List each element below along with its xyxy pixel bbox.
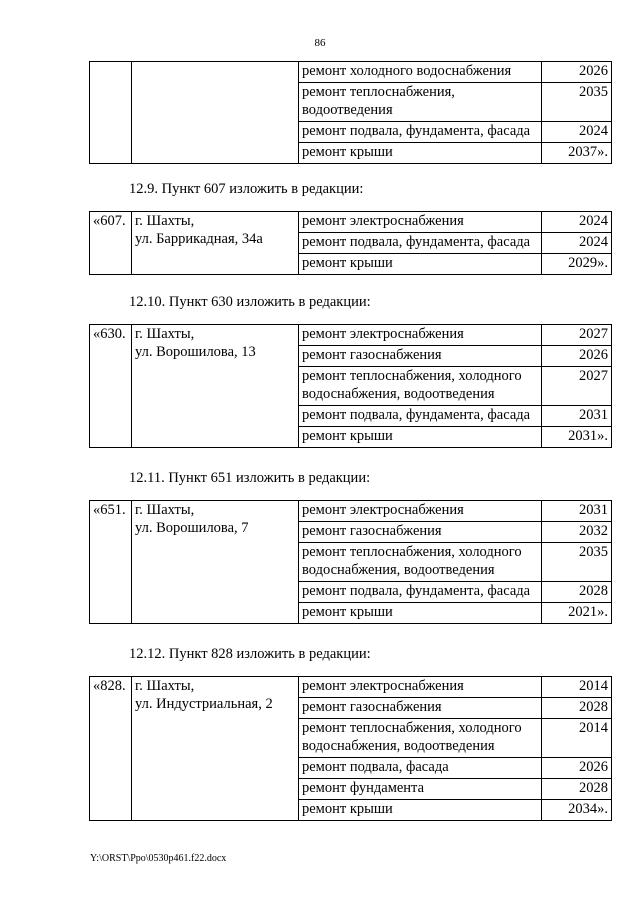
section-caption: 12.12. Пункт 828 изложить в редакции:	[129, 646, 371, 662]
work-cell: ремонт теплоснабжения, холодного водоснабжения, водоотведения	[299, 543, 542, 582]
work-cell: ремонт газоснабжения	[299, 698, 542, 719]
year-cell: 2026	[542, 346, 612, 367]
page-number: 86	[314, 37, 326, 49]
year-cell: 2034».	[542, 800, 612, 821]
item-number-cell: «651.	[90, 501, 132, 624]
amendment-table-630	[89, 324, 612, 448]
amendment-table-828	[89, 676, 612, 821]
work-cell: ремонт холодного водоснабжения	[299, 62, 542, 83]
work-cell: ремонт крыши	[299, 603, 542, 624]
item-number-cell: «828.	[90, 677, 132, 821]
year-cell: 2024	[542, 233, 612, 254]
work-cell: ремонт крыши	[299, 800, 542, 821]
work-cell: ремонт фундамента	[299, 779, 542, 800]
work-cell: ремонт теплоснабжения, водоотведения	[299, 83, 542, 122]
year-cell: 2014	[542, 677, 612, 698]
address-city: г. Шахты,	[135, 326, 195, 342]
table-row	[90, 212, 612, 233]
year-cell: 2027	[542, 325, 612, 346]
year-cell: 2027	[542, 367, 612, 406]
year-cell: 2029».	[542, 254, 612, 275]
work-cell: ремонт крыши	[299, 254, 542, 275]
address-street: ул. Баррикадная, 34а	[135, 231, 263, 247]
work-cell: ремонт теплоснабжения, холодного водоснабжения, водоотведения	[299, 367, 542, 406]
address-city: г. Шахты,	[135, 213, 195, 229]
table-row	[90, 501, 612, 522]
continuation-table	[89, 61, 612, 164]
file-path-footer: Y:\ORST\Ppo\0530p461.f22.docx	[90, 853, 227, 864]
work-cell: ремонт крыши	[299, 143, 542, 164]
section-caption: 12.9. Пункт 607 изложить в редакции:	[129, 181, 364, 197]
work-cell: ремонт электроснабжения	[299, 501, 542, 522]
year-cell: 2026	[542, 62, 612, 83]
work-cell: ремонт электроснабжения	[299, 325, 542, 346]
year-cell: 2028	[542, 698, 612, 719]
section-caption: 12.10. Пункт 630 изложить в редакции:	[129, 294, 371, 310]
address-cell	[132, 325, 299, 448]
address-street: ул. Индустриальная, 2	[135, 696, 273, 712]
address-street: ул. Ворошилова, 7	[135, 520, 249, 536]
work-cell: ремонт теплоснабжения, холодного водоснабжения, водоотведения	[299, 719, 542, 758]
address-cell	[132, 677, 299, 821]
item-number-cell: «607.	[90, 212, 132, 275]
section-caption: 12.11. Пункт 651 изложить в редакции:	[129, 470, 371, 486]
address-city: г. Шахты,	[135, 678, 195, 694]
address-cell	[132, 212, 299, 275]
year-cell: 2037».	[542, 143, 612, 164]
year-cell: 2024	[542, 212, 612, 233]
work-cell: ремонт подвала, фундамента, фасада	[299, 582, 542, 603]
work-cell: ремонт газоснабжения	[299, 522, 542, 543]
work-cell: ремонт подвала, фундамента, фасада	[299, 406, 542, 427]
year-cell: 2032	[542, 522, 612, 543]
work-cell: ремонт электроснабжения	[299, 677, 542, 698]
item-number-cell	[90, 62, 132, 164]
year-cell: 2035	[542, 543, 612, 582]
year-cell: 2028	[542, 779, 612, 800]
year-cell: 2024	[542, 122, 612, 143]
year-cell: 2035	[542, 83, 612, 122]
work-cell: ремонт крыши	[299, 427, 542, 448]
year-cell: 2028	[542, 582, 612, 603]
work-cell: ремонт газоснабжения	[299, 346, 542, 367]
address-cell	[132, 62, 299, 164]
year-cell: 2031».	[542, 427, 612, 448]
amendment-table-651	[89, 500, 612, 624]
year-cell: 2031	[542, 406, 612, 427]
work-cell: ремонт подвала, фундамента, фасада	[299, 122, 542, 143]
work-cell: ремонт электроснабжения	[299, 212, 542, 233]
table-row	[90, 325, 612, 346]
year-cell: 2031	[542, 501, 612, 522]
table-row	[90, 62, 612, 83]
address-cell	[132, 501, 299, 624]
address-city: г. Шахты,	[135, 502, 195, 518]
year-cell: 2026	[542, 758, 612, 779]
amendment-table-607	[89, 211, 612, 275]
address-street: ул. Ворошилова, 13	[135, 344, 256, 360]
item-number-cell: «630.	[90, 325, 132, 448]
work-cell: ремонт подвала, фасада	[299, 758, 542, 779]
year-cell: 2014	[542, 719, 612, 758]
table-row	[90, 677, 612, 698]
work-cell: ремонт подвала, фундамента, фасада	[299, 233, 542, 254]
year-cell: 2021».	[542, 603, 612, 624]
